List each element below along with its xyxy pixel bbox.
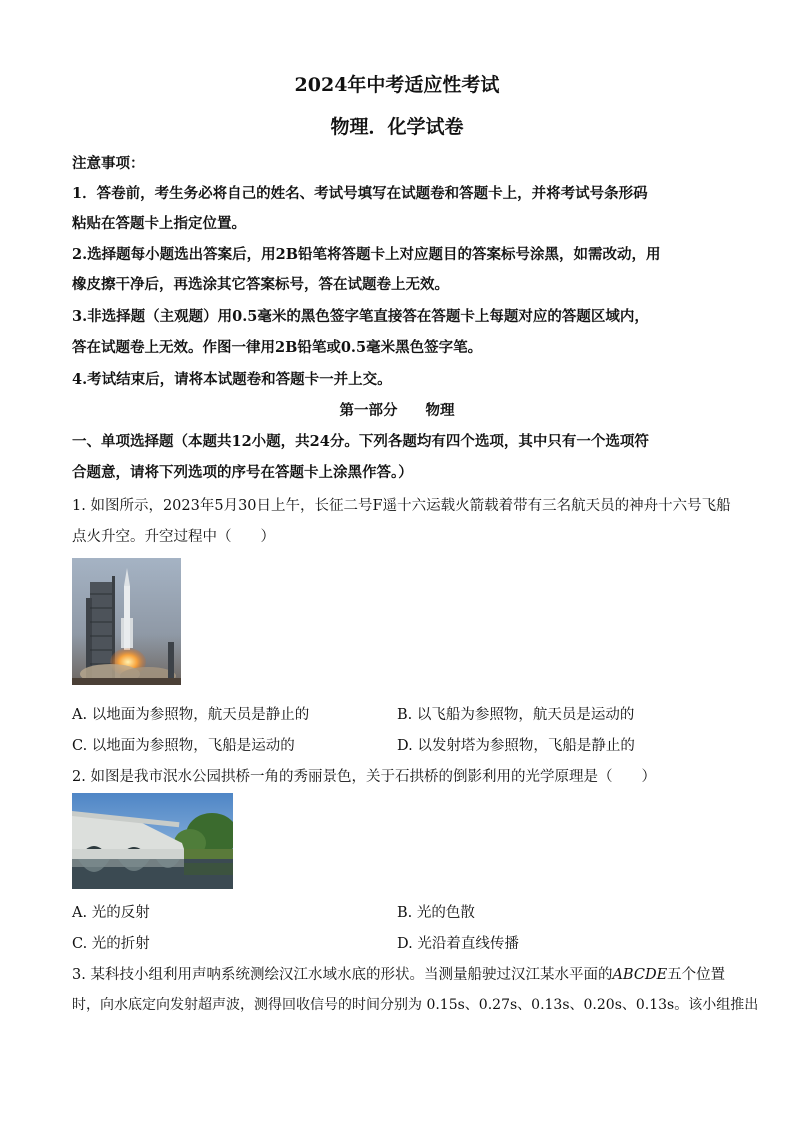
- q3-stem-pre: 3. 某科技小组利用声呐系统测绘汉江水域水底的形状。当测量船驶过汉江某水平面的: [72, 967, 613, 983]
- part-subject: 物理: [425, 402, 455, 419]
- section-heading-line-2: 合题意，请将下列选项的序号在答题卡上涂黑作答。）: [72, 464, 413, 481]
- q3-stem-post: 五个位置: [667, 967, 726, 983]
- q1-option-a[interactable]: A. 以地面为参照物，航天员是静止的: [72, 707, 310, 723]
- q2-option-c[interactable]: C. 光的折射: [72, 936, 150, 952]
- q2-option-d[interactable]: D. 光沿着直线传播: [397, 936, 519, 952]
- q1-stem-line-2: 点火升空。升空过程中（ ）: [72, 529, 275, 545]
- q3-stem-line-2: 时，向水底定向发射超声波，测得回收信号的时间分别为 0.15s、0.27s、0.13s、0.20s、0.13s。该小组推出: [72, 997, 759, 1013]
- notice-item-2-line-1: 2.选择题每小题选出答案后，用2B铅笔将答题卡上对应题目的答案标号涂黑，如需改动，用: [72, 246, 661, 263]
- rocket-launch-photo: [72, 558, 181, 685]
- part-label: 第一部分: [339, 402, 398, 419]
- notice-item-2-line-2: 橡皮擦干净后，再选涂其它答案标号，答在试题卷上无效。: [72, 276, 449, 293]
- q1-stem-line-1: 1. 如图所示，2023年5月30日上午，长征二号F遥十六运载火箭载着带有三名航天员的神舟十六号飞船: [72, 498, 731, 514]
- q2-option-b[interactable]: B. 光的色散: [397, 905, 475, 921]
- notice-item-3-line-2: 答在试题卷上无效。作图一律用2B铅笔或0.5毫米黑色签字笔。: [72, 339, 483, 356]
- q3-points-label: ABCDE: [612, 967, 668, 983]
- notice-item-3-line-1: 3.非选择题（主观题）用0.5毫米的黑色签字笔直接答在答题卡上每题对应的答题区域内，: [72, 308, 649, 325]
- part-heading: [0, 399, 794, 420]
- arch-bridge-photo: [72, 793, 233, 889]
- q1-option-b[interactable]: B. 以飞船为参照物，航天员是运动的: [397, 707, 635, 723]
- q1-option-d[interactable]: D. 以发射塔为参照物，飞船是静止的: [397, 738, 635, 754]
- notice-item-1-line-1: 1．答卷前，考生务必将自己的姓名、考试号填写在试题卷和答题卡上，并将考试号条形码: [72, 185, 648, 202]
- exam-subtitle: 物理．化学试卷: [330, 116, 464, 138]
- notice-item-1-line-2: 粘贴在答题卡上指定位置。: [72, 215, 246, 232]
- notice-item-4: 4.考试结束后，请将本试题卷和答题卡一并上交。: [72, 371, 392, 388]
- exam-title: 2024年中考适应性考试: [294, 74, 500, 96]
- q2-stem-line-1: 2. 如图是我市泯水公园拱桥一角的秀丽景色，关于石拱桥的倒影利用的光学原理是（ ）: [72, 769, 656, 785]
- q2-option-a[interactable]: A. 光的反射: [72, 905, 150, 921]
- q1-option-c[interactable]: C. 以地面为参照物，飞船是运动的: [72, 738, 295, 754]
- notice-heading: 注意事项：: [72, 155, 145, 172]
- q3-stem-line-1: [72, 963, 732, 984]
- section-heading-line-1: 一、单项选择题（本题共12小题，共24分。下列各题均有四个选项，其中只有一个选项符: [72, 433, 649, 450]
